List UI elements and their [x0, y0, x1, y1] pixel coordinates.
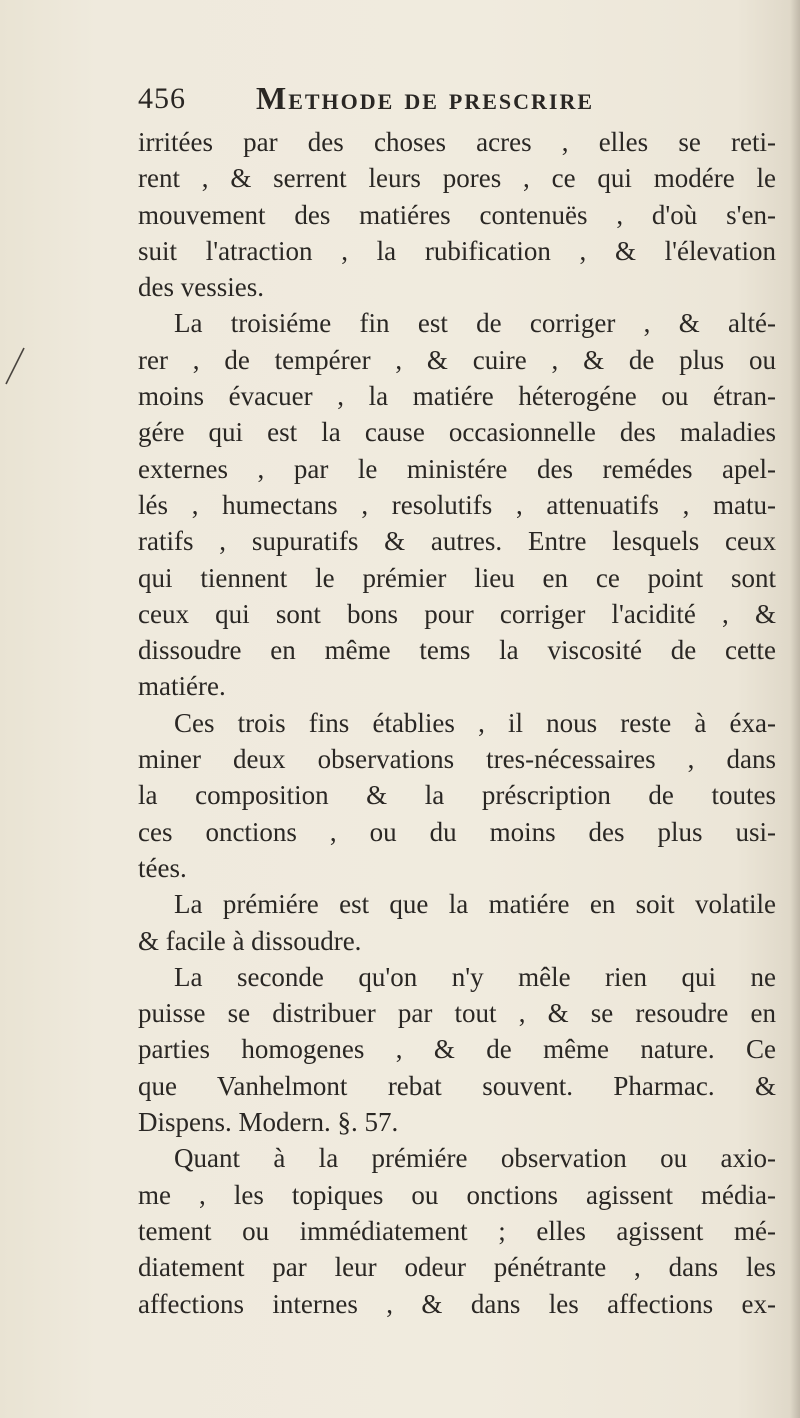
page-number: 456	[138, 82, 186, 115]
text-line: moins évacuer , la matiére héterogéne ou étran-	[138, 381, 776, 412]
text-line: La troisiéme fin est de corriger , & alté-	[174, 308, 776, 339]
text-line: tées.	[138, 852, 187, 883]
body-text	[138, 124, 776, 1322]
text-line: suit l'atraction , la rubification , & l'élevation	[138, 235, 776, 266]
text-line: mouvement des matiéres contenuës , d'où s'en-	[138, 199, 776, 230]
text-line: gére qui est la cause occasionnelle des maladies	[138, 417, 776, 448]
running-title: Methode de prescrire	[256, 80, 595, 116]
text-line: diatement par leur odeur pénétrante , dans les	[138, 1252, 776, 1283]
text-line: externes , par le ministére des remédes apel-	[138, 453, 776, 484]
text-line: Dispens. Modern. §. 57.	[138, 1107, 399, 1138]
text-line: La seconde qu'on n'y mêle rien qui ne	[174, 961, 776, 992]
text-line: rent , & serrent leurs pores , ce qui modére le	[138, 163, 776, 194]
text-line: me , les topiques ou onctions agissent média-	[138, 1179, 776, 1210]
page-header	[138, 78, 778, 122]
text-line: & facile à dissoudre.	[138, 925, 362, 956]
text-line: rer , de tempérer , & cuire , & de plus ou	[138, 344, 776, 375]
page-edge-shadow	[790, 0, 800, 1418]
text-line: parties homogenes , & de même nature. Ce	[138, 1034, 776, 1065]
text-line: qui tiennent le prémier lieu en ce point sont	[138, 562, 776, 593]
text-line: affections internes , & dans les affections ex-	[138, 1288, 776, 1319]
text-line: Ces trois fins établies , il nous reste à éxa-	[174, 707, 776, 738]
text-line: puisse se distribuer par tout , & se resoudre en	[138, 998, 776, 1029]
margin-pencil-mark	[2, 346, 28, 386]
text-line: ratifs , supuratifs & autres. Entre lesquels ceux	[138, 526, 776, 557]
text-line: lés , humectans , resolutifs , attenuatifs , matu-	[138, 489, 776, 520]
text-line: miner deux observations tres-nécessaires , dans	[138, 744, 776, 775]
text-line: dissoudre en même tems la viscosité de cette	[138, 635, 776, 666]
text-line: irritées par des choses acres , elles se reti-	[138, 127, 776, 157]
text-line: La prémiére est que la matiére en soit volatile	[174, 889, 776, 920]
text-line: Quant à la prémiére observation ou axio-	[174, 1143, 776, 1174]
text-line: des vessies.	[138, 272, 264, 303]
text-line: ceux qui sont bons pour corriger l'acidité , &	[138, 598, 776, 629]
text-line: ces onctions , ou du moins des plus usi-	[138, 816, 776, 847]
text-line: que Vanhelmont rebat souvent. Pharmac. &	[138, 1070, 776, 1101]
text-line: la composition & la préscription de toutes	[138, 780, 776, 811]
text-line: tement ou immédiatement ; elles agissent mé-	[138, 1215, 776, 1246]
text-line: matiére.	[138, 671, 226, 702]
